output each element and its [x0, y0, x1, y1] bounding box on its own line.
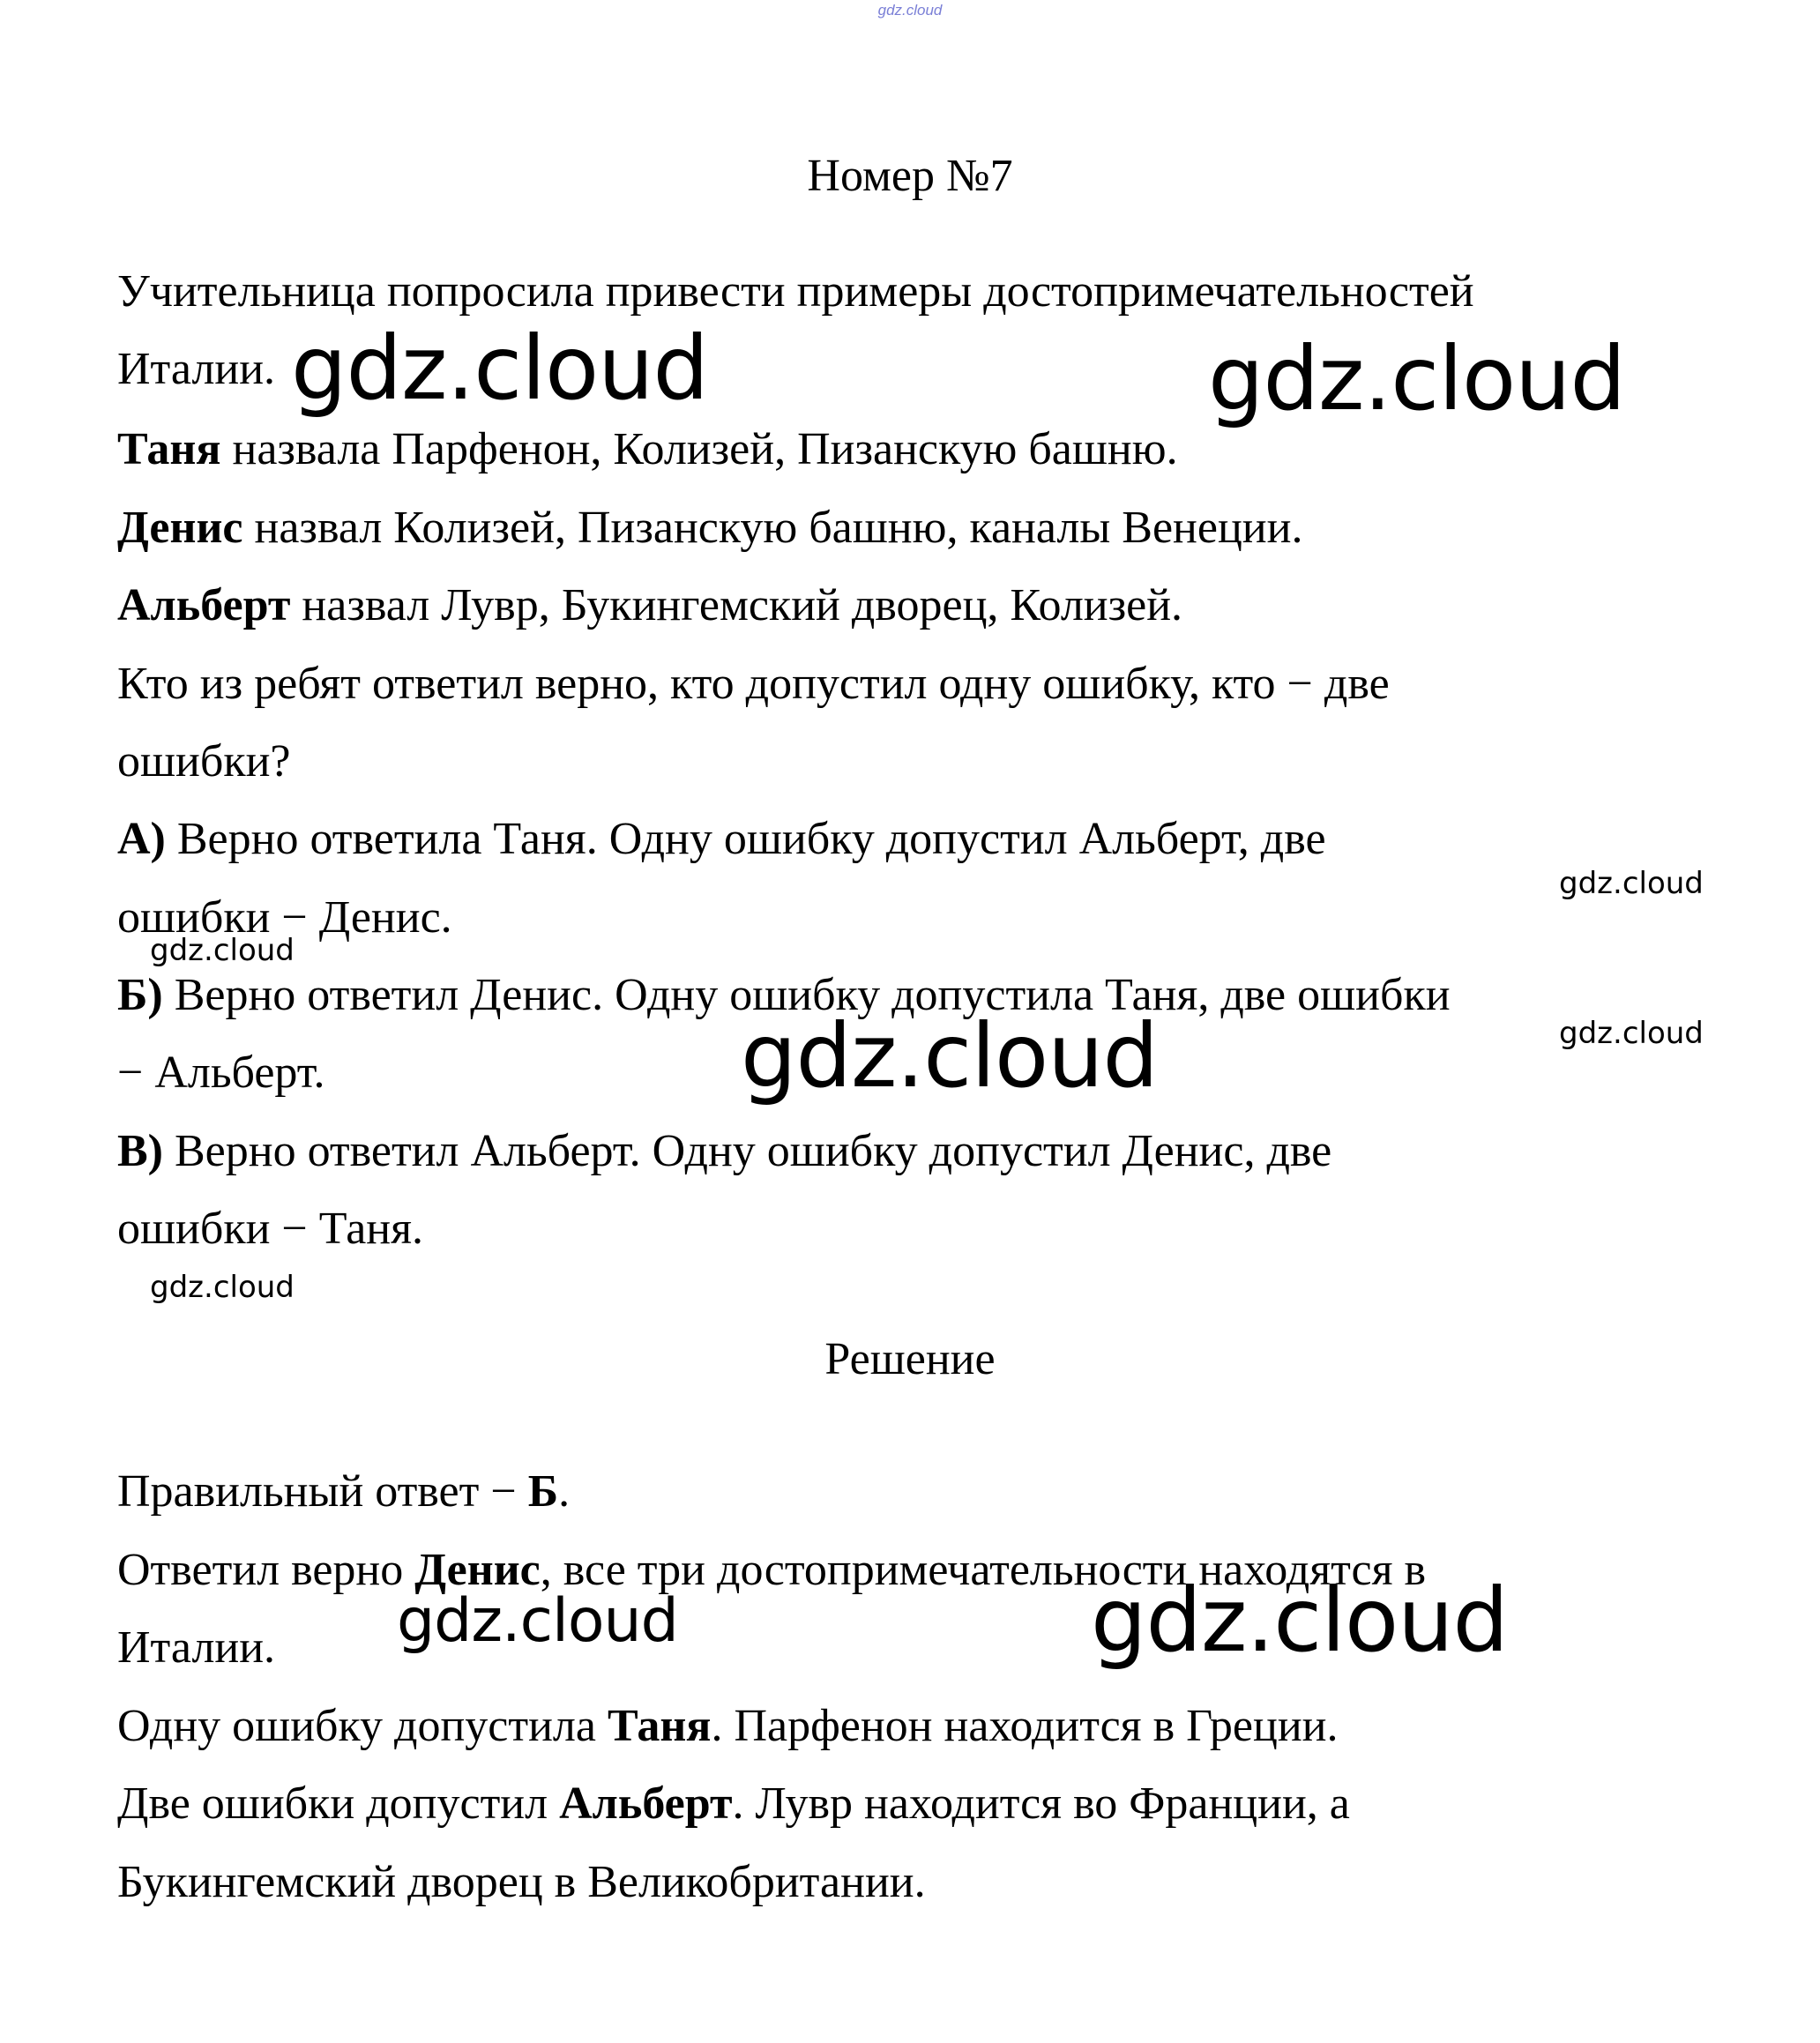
correct-line-2: Италии. [117, 1622, 276, 1673]
two-errors-suffix: . Лувр находится во Франции, а [732, 1778, 1350, 1829]
correct-name: Денис [414, 1545, 541, 1595]
option-b-text: Верно ответил Денис. Одну ошибку допустила Таня, две ошибки [162, 970, 1451, 1020]
option-a-line-2: ошибки − Денис. [117, 892, 452, 943]
two-errors-line-2: Букингемский дворец в Великобритании. [117, 1857, 926, 1907]
tanya-name: Таня [117, 424, 221, 474]
option-c-line-1 [117, 1126, 1332, 1176]
answer-prefix: Правильный ответ − [117, 1466, 528, 1517]
answer-line [117, 1466, 571, 1517]
question-line-2: ошибки? [117, 736, 291, 787]
intro-line-1: Учительница попросила привести примеры достопримечательностей [117, 266, 1474, 317]
solution-heading: Решение [824, 1334, 996, 1384]
watermark: gdz.cloud [1559, 1016, 1704, 1051]
option-a-label: А) [117, 814, 166, 864]
watermark: gdz.cloud [150, 933, 295, 968]
option-a-line-1 [117, 816, 1326, 862]
watermark: gdz.cloud [1091, 1569, 1509, 1672]
watermark: gdz.cloud [741, 1004, 1159, 1107]
watermark: gdz.cloud [397, 1586, 678, 1656]
correct-suffix: , все три достопримечательности находятся в [540, 1545, 1427, 1595]
answer-suffix: . [558, 1466, 571, 1517]
intro-line-2: Италии. [117, 344, 276, 394]
option-c-line-2: ошибки − Таня. [117, 1204, 424, 1254]
tanya-text: назвала Парфенон, Колизей, Пизанскую башню. [220, 424, 1178, 474]
site-mark: gdz.cloud [877, 2, 943, 19]
one-error-name: Таня [607, 1701, 712, 1751]
answer-letter: Б [527, 1466, 559, 1517]
option-a-text: Верно ответила Таня. Одну ошибку допустил Альберт, две [165, 814, 1326, 864]
two-errors-name: Альберт [559, 1778, 733, 1829]
tanya-answer [117, 424, 1178, 474]
watermark: gdz.cloud [291, 317, 709, 420]
one-error-prefix: Одну ошибку допустила [117, 1701, 608, 1751]
albert-name: Альберт [117, 580, 291, 630]
option-b-line-2: − Альберт. [117, 1048, 325, 1098]
option-c-label: В) [117, 1126, 163, 1176]
watermark: gdz.cloud [150, 1270, 295, 1305]
option-c-text: Верно ответил Альберт. Одну ошибку допустил Денис, две [163, 1126, 1332, 1176]
one-error-line [117, 1701, 1339, 1751]
correct-prefix: Ответил верно [117, 1545, 415, 1595]
watermark: gdz.cloud [1208, 327, 1626, 430]
watermark: gdz.cloud [1559, 866, 1704, 901]
question-line-1: Кто из ребят ответил верно, кто допустил одну ошибку, кто − две [117, 659, 1390, 709]
denis-answer [117, 505, 1302, 551]
albert-answer [117, 580, 1183, 630]
two-errors-line-1 [117, 1778, 1350, 1829]
denis-text: назвал Колизей, Пизанскую башню, каналы Венеции. [242, 503, 1303, 553]
option-b-label: Б) [117, 970, 163, 1020]
two-errors-prefix: Две ошибки допустил [117, 1778, 560, 1829]
one-error-suffix: . Парфенон находится в Греции. [711, 1701, 1339, 1751]
denis-name: Денис [117, 503, 243, 553]
albert-text: назвал Лувр, Букингемский дворец, Колизей. [290, 580, 1183, 630]
task-title: Номер №7 [807, 151, 1013, 201]
